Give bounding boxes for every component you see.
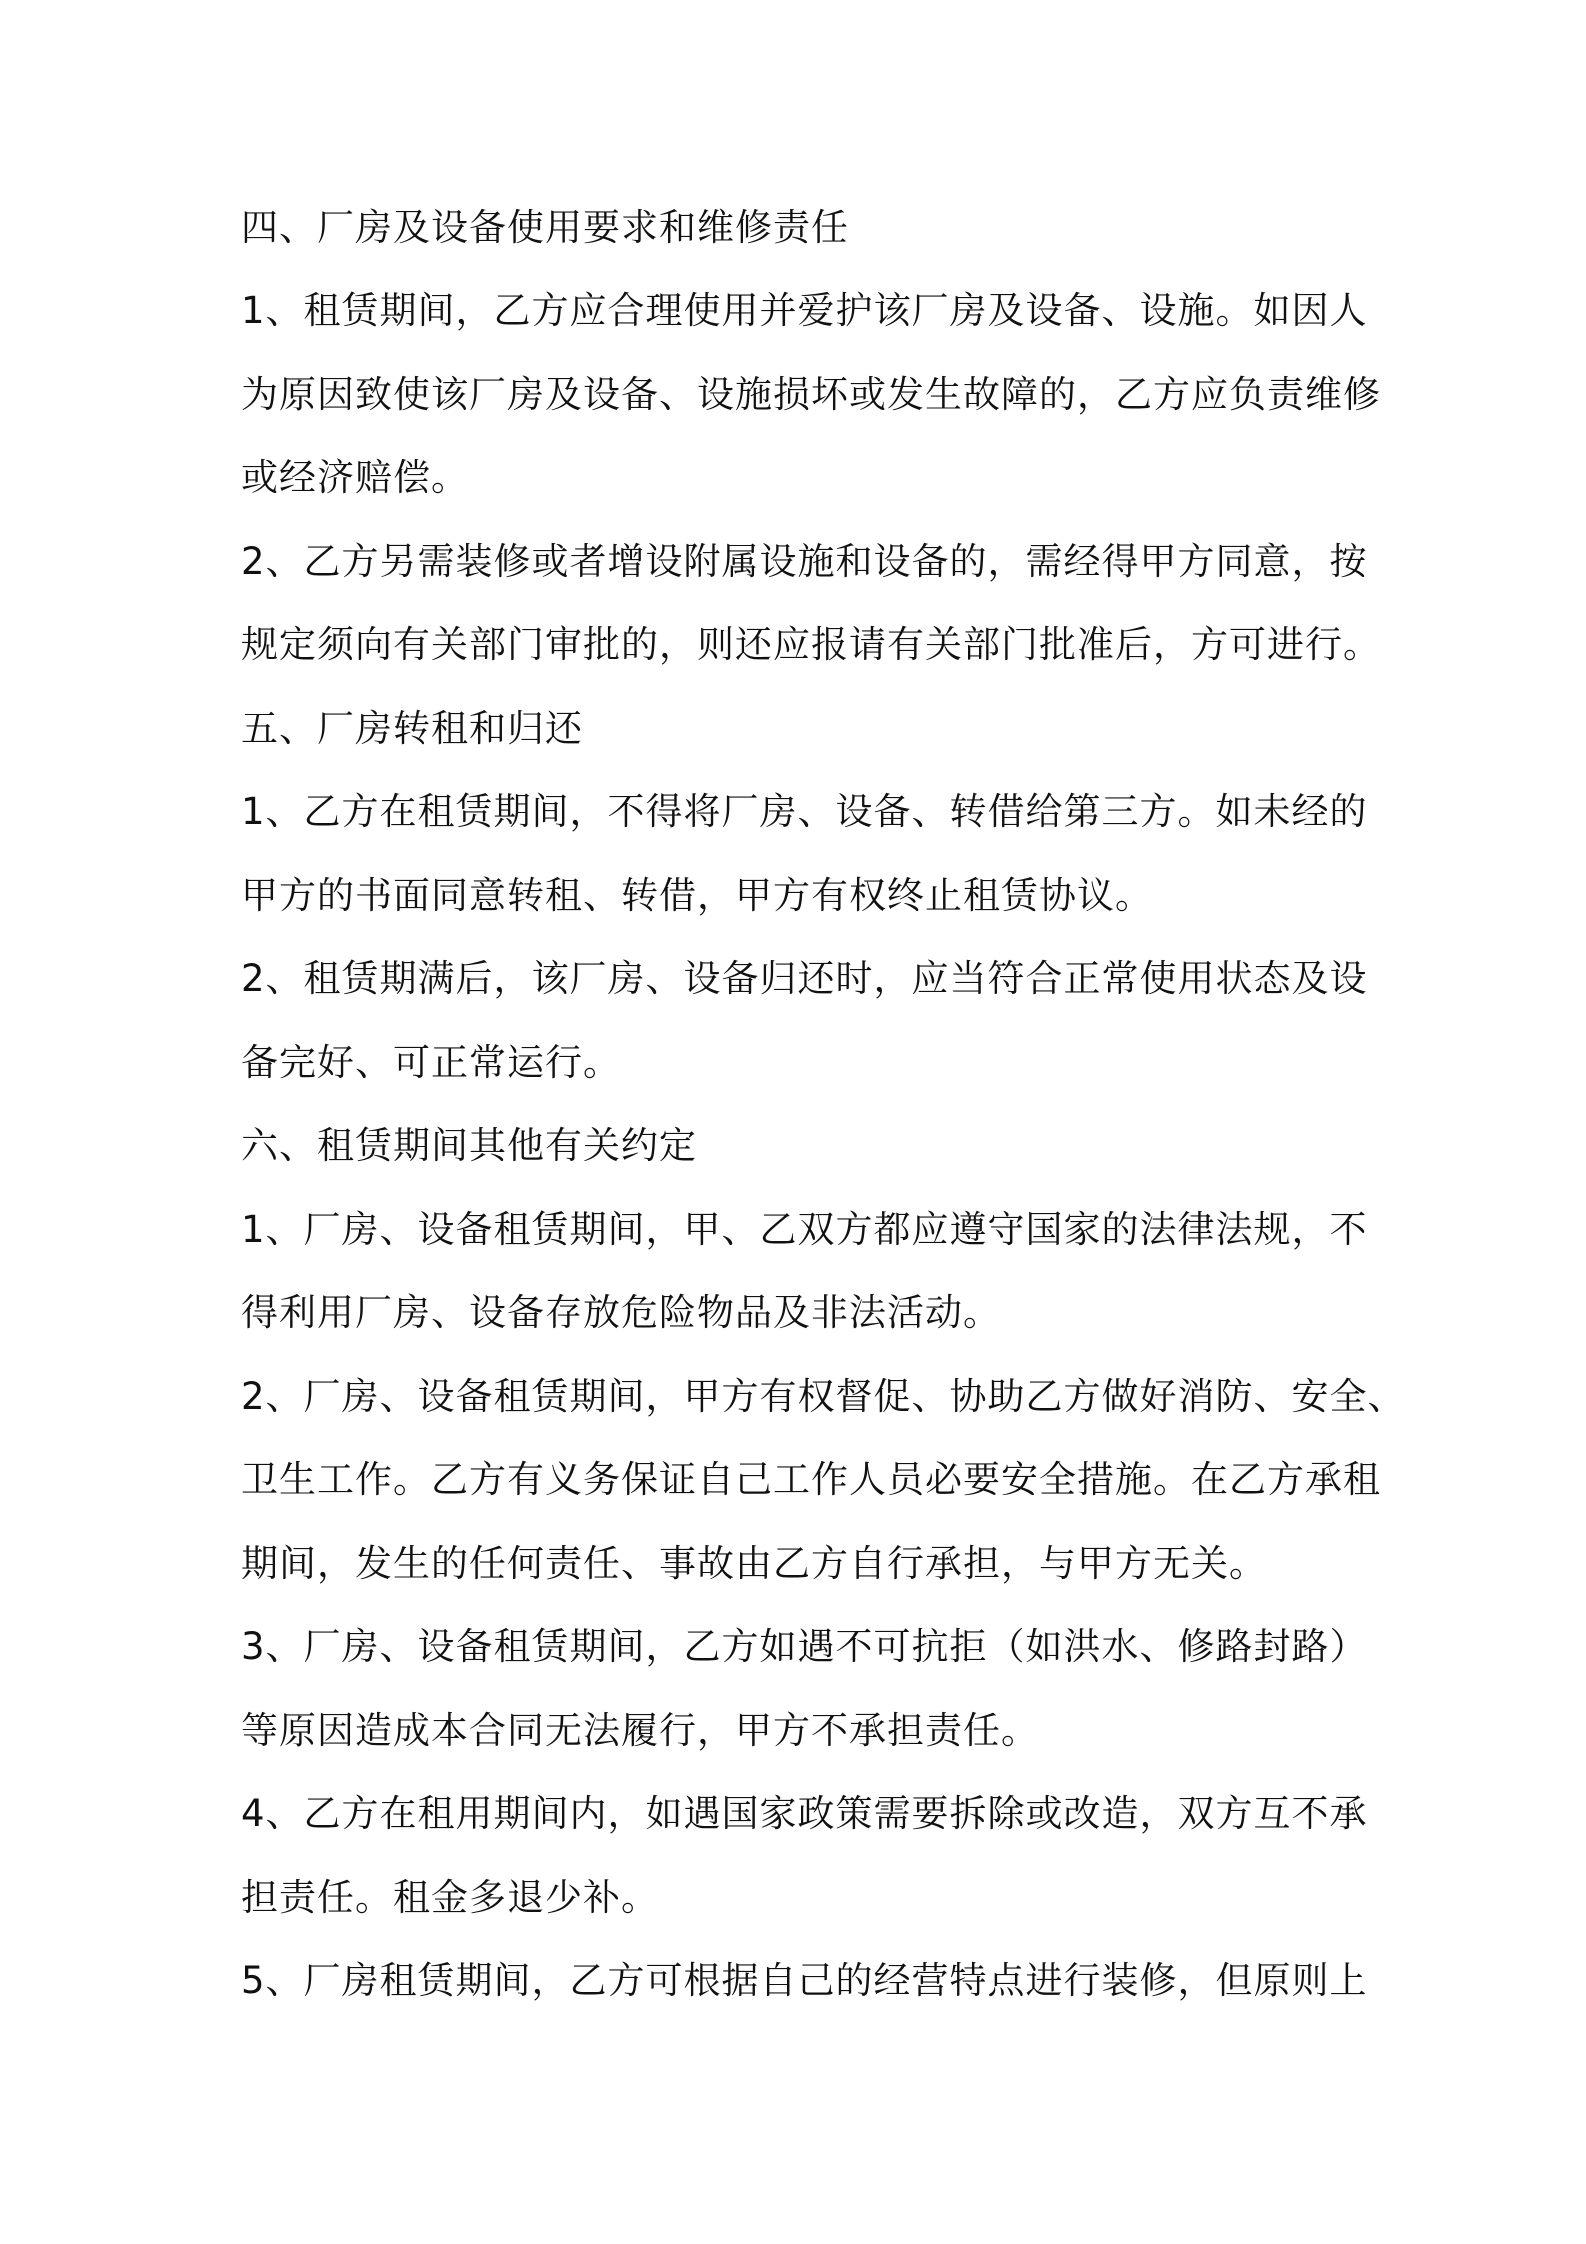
paragraph-line: 或经济赔偿。 bbox=[241, 456, 469, 499]
paragraph-line: 等原因造成本合同无法履行，甲方不承担责任。 bbox=[241, 1709, 1039, 1752]
paragraph-line: 4、乙方在租用期间内，如遇国家政策需要拆除或改造，双方互不承 bbox=[241, 1792, 1368, 1835]
section-heading-5: 五、厂房转租和归还 bbox=[241, 707, 583, 750]
paragraph-line: 为原因致使该厂房及设备、设施损坏或发生故障的，乙方应负责维修 bbox=[241, 373, 1381, 416]
paragraph-line: 担责任。租金多退少补。 bbox=[241, 1876, 659, 1919]
paragraph-line: 期间，发生的任何责任、事故由乙方自行承担，与甲方无关。 bbox=[241, 1542, 1267, 1585]
paragraph-line: 甲方的书面同意转租、转借，甲方有权终止租赁协议。 bbox=[241, 874, 1153, 917]
paragraph-line: 1、厂房、设备租赁期间，甲、乙双方都应遵守国家的法律法规，不 bbox=[241, 1208, 1368, 1251]
section-heading-4: 四、厂房及设备使用要求和维修责任 bbox=[241, 206, 849, 249]
paragraph-line: 2、租赁期满后，该厂房、设备归还时，应当符合正常使用状态及设 bbox=[241, 957, 1368, 1000]
paragraph-line: 备完好、可正常运行。 bbox=[241, 1041, 621, 1084]
paragraph-line: 1、租赁期间，乙方应合理使用并爱护该厂房及设备、设施。如因人 bbox=[241, 289, 1368, 332]
paragraph-line: 3、厂房、设备租赁期间，乙方如遇不可抗拒（如洪水、修路封路） bbox=[241, 1625, 1368, 1668]
paragraph-line: 1、乙方在租赁期间，不得将厂房、设备、转借给第三方。如未经的 bbox=[241, 790, 1368, 833]
paragraph-line: 5、厂房租赁期间，乙方可根据自己的经营特点进行装修，但原则上 bbox=[241, 1959, 1368, 2002]
paragraph-line: 卫生工作。乙方有义务保证自己工作人员必要安全措施。在乙方承租 bbox=[241, 1458, 1381, 1501]
paragraph-line: 规定须向有关部门审批的，则还应报请有关部门批准后，方可进行。 bbox=[241, 623, 1381, 666]
paragraph-line: 2、厂房、设备租赁期间，甲方有权督促、协助乙方做好消防、安全、 bbox=[241, 1375, 1406, 1418]
paragraph-line: 2、乙方另需装修或者增设附属设施和设备的，需经得甲方同意，按 bbox=[241, 540, 1368, 583]
paragraph-line: 得利用厂房、设备存放危险物品及非法活动。 bbox=[241, 1291, 1001, 1334]
section-heading-6: 六、租赁期间其他有关约定 bbox=[241, 1124, 697, 1167]
